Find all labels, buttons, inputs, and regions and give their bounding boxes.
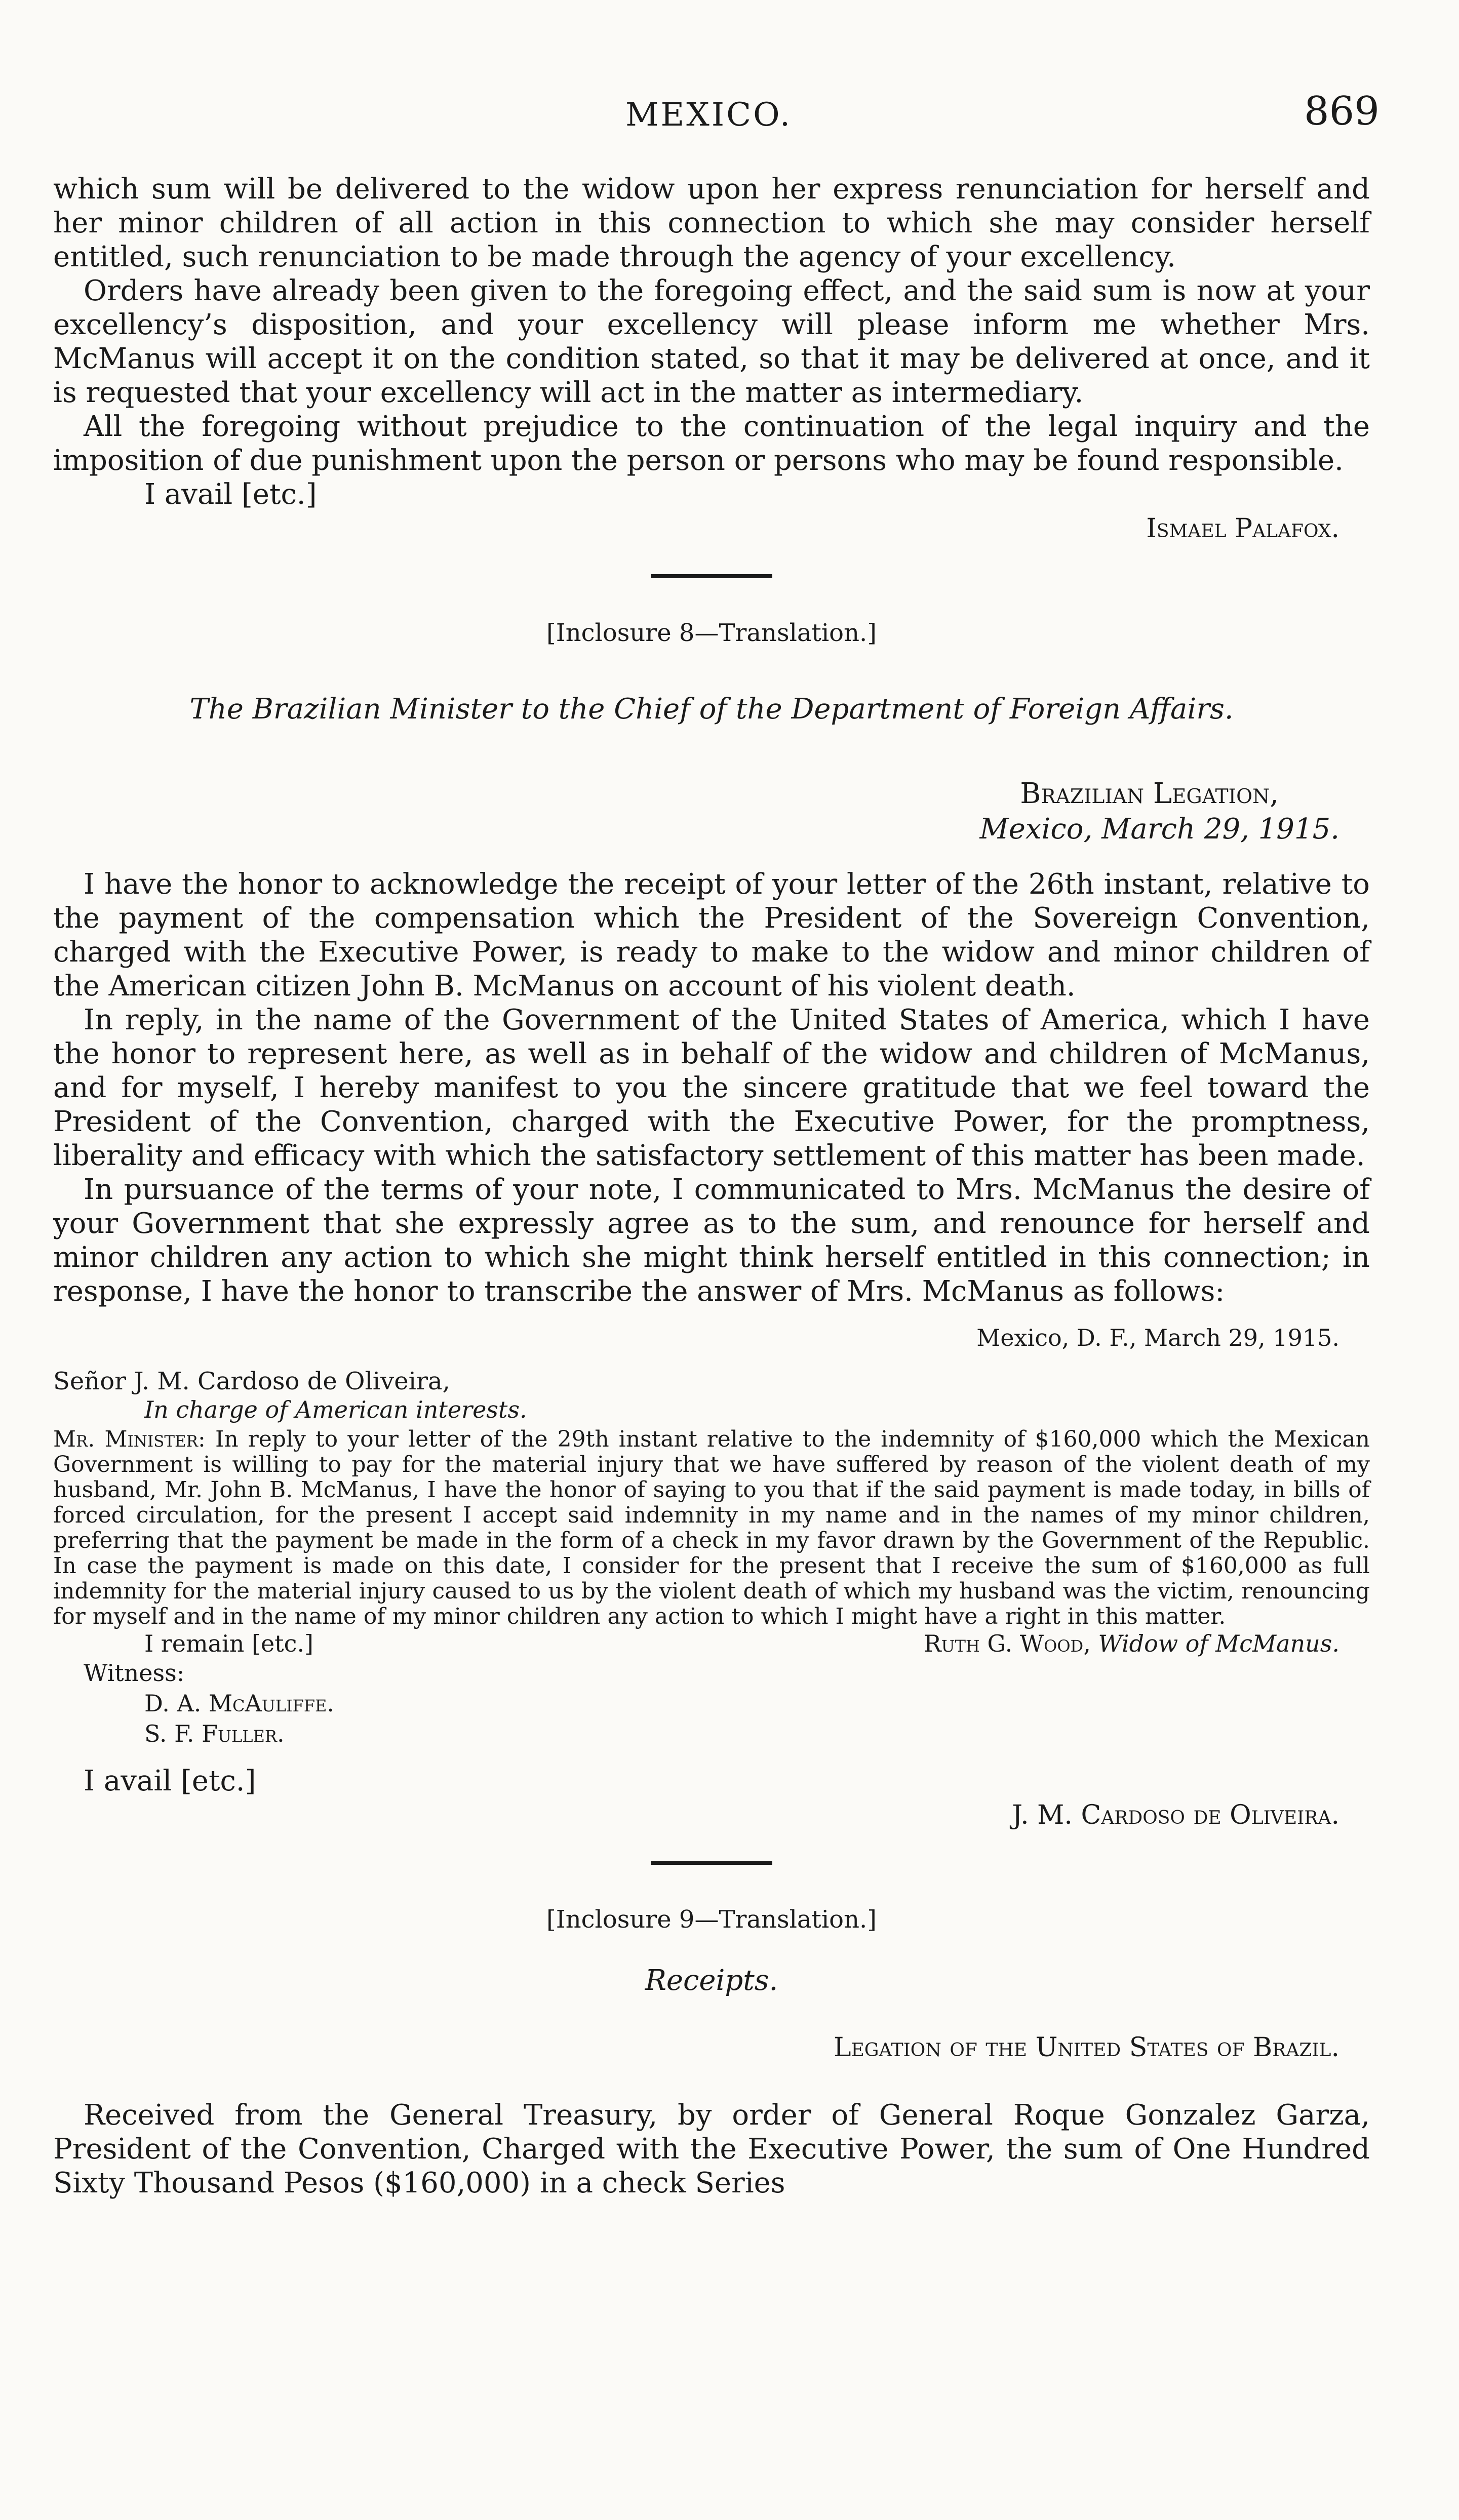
addressee: Señor J. M. Cardoso de Oliveira, [53,1367,450,1395]
paragraph: I have the honor to acknowledge the receipt of your letter of the 26th instant, relative to the payment of the compensation which the President of the Sovereign Convention, charged with the Executive Power, is ready to make to the widow and minor children of the American citizen John B. McManus on account of his violent death. [53,868,1370,1003]
paragraph: In pursuance of the terms of your note, I communicated to Mrs. McManus the desire of your Government that she expressly agree as to the sum, and renounce for herself and minor children any action to which she might think herself entitled in this connection; in response, I have the honor to transcribe the answer of Mrs. McManus as follows: [53,1173,1370,1308]
paragraph: Received from the General Treasury, by order of General Roque Gonzalez Garza, President of the Convention, Charged with the Executive Power, the sum of One Hundred Sixty Thousand Pesos ($160,000) in a check Series [53,2099,1370,2199]
paragraph: All the foregoing without prejudice to the continuation of the legal inquiry and the imposition of due punishment upon the person or persons who may be found responsible. [53,410,1370,477]
quoted-letter-text: In reply to your letter of the 29th instant relative to the indemnity of $160,000 which the Mexican Government is willing to pay for the material injury that we have suffered by reason of the violent death of my husband, Mr. John B. McManus, I have the honor of saying to you that if the said payment is made today, in bills of forced circulation, for the present I accept said indemnity in my name and in the names of my minor children, preferring that the payment be made in the form of a check in my favor drawn by the Government of the Republic. In case the payment is made on this date, I consider for the present that I receive the sum of $160,000 as full indemnity for the material injury caused to us by the violent death of which my husband was the victim, renouncing for myself and in the name of my minor children any action to which I might have a right in this matter. [53,1426,1370,1629]
inclosure-heading: [Inclosure 8—Translation.] [546,619,877,647]
page-number: 869 [1304,89,1379,134]
legation-heading: Legation of the United States of Brazil. [833,2032,1339,2063]
running-head: MEXICO. [625,96,793,134]
paragraph: Orders have already been given to the foregoing effect, and the said sum is now at your excellency’s disposition, and your excellency will please inform me whether Mrs. McManus will accept it on the condition stated, so that it may be delivered at once, and it is requested that your excellency will act in the matter as intermediary. [53,274,1370,409]
quoted-letter-body [53,1427,1370,1629]
letter-dateline-text: Mexico, D. F., March 29, 1915. [976,1324,1339,1351]
paragraph: which sum will be delivered to the widow upon her express renunciation for herself and her minor children of all action in this connection to which she may consider herself entitled, such renunciation to be made through the agency of your excellency. [53,173,1370,273]
page-header [0,76,1459,152]
closing-line: I avail [etc.] [144,478,317,511]
remain-line: I remain [etc.] [144,1630,313,1657]
letter-closing-row [53,1629,1370,1658]
addressee-role: In charge of American interests. [144,1396,527,1423]
dateline-place: Brazilian Legation, [1020,777,1279,810]
paragraph: In reply, in the name of the Government of the United States of America, which I have the honor to represent here, as well as in behalf of the widow and children of McManus, and for myself, I hereby manifest to you the sincere gratitude that we feel toward the President of the Convention, charged with the Executive Power, for the promptness, liberality and efficacy with which the satisfactory settlement of this matter has been made. [53,1004,1370,1172]
section-rule [651,1861,772,1865]
receipts-title: Receipts. [645,1964,778,1997]
signature: Ismael Palafox. [1146,513,1339,544]
witness-label: Witness: [84,1659,185,1687]
letter-title: The Brazilian Minister to the Chief of the Department of Foreign Affairs. [189,693,1234,726]
signer-role: Widow of McManus. [1098,1630,1339,1657]
witness-name: D. A. McAuliffe. [144,1690,335,1717]
document-body [53,172,1370,2200]
letter-signature [924,1629,1339,1658]
inclosure-heading: [Inclosure 9—Translation.] [546,1905,877,1934]
signature: J. M. Cardoso de Oliveira. [1012,1800,1339,1830]
dateline-date: Mexico, March 29, 1915. [979,813,1339,846]
signer-name: Ruth G. Wood, [923,1630,1091,1657]
closing-line: I avail [etc.] [84,1765,256,1797]
section-rule [651,574,772,578]
letter-dateline [53,1324,1370,1352]
salutation: Mr. Minister: [53,1426,206,1452]
witness-name: S. F. Fuller. [144,1720,285,1747]
dateline [53,776,1370,847]
